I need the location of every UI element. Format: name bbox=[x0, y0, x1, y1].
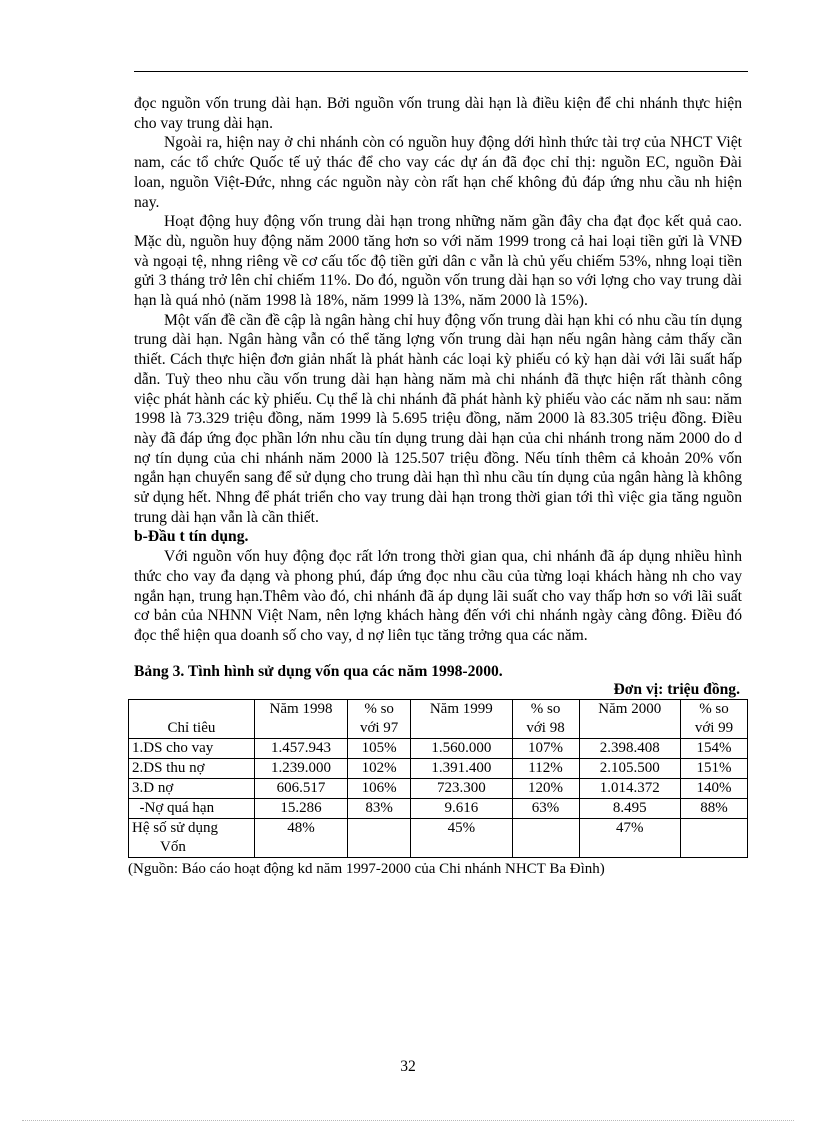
header-cell: % so với 98 bbox=[512, 699, 579, 738]
page-bottom-border bbox=[22, 1120, 794, 1121]
paragraph: Một vấn đề cần đề cập là ngân hàng chỉ huy động vốn trung dài hạn khi có nhu cầu tín dụng trung dài hạn. Ngân hàng vẫn có thể tăng lợng vốn trung dài hạn nếu ngân hàng cảm thấy cần thiết. Cách thực hiện đơn giản nhất là phát hành các loại kỳ phiếu có kỳ hạn dài với lãi suất hấp dẫn. Tuỳ theo nhu cầu vốn trung dài hạn hàng năm mà chi nhánh đã thực hiện rất thành công việc phát hành các kỳ phiếu. Cụ thể là chi nhánh đã phát hành kỳ phiếu vào các năm nh sau: năm 1998 là 73.329 triệu đồng, năm 1999 là 5.695 triệu đồng, năm 2000 là 83.305 triệu đồng. Điều này đã đáp ứng đọc phần lớn nhu cầu tín dụng trung dài hạn của chi nhánh trong năm 2000 do d nợ tín dụng của chi nhánh năm 2000 là 125.507 triệu đồng. Nếu tính thêm cả khoản 20% vốn ngắn hạn chuyển sang để sử dụng cho trung dài hạn thì nhu cầu tín dụng của ngân hàng là không sử dụng hết. Nhng để phát triển cho vay trung dài hạn trong thời gian tới thì việc gia tăng nguồn trung dài hạn vẫn là cần thiết. bbox=[134, 311, 742, 526]
header-rule bbox=[134, 71, 748, 72]
row-label: Hệ số sử dụng Vốn bbox=[129, 818, 255, 857]
table-cell: 112% bbox=[512, 758, 579, 778]
table-cell bbox=[512, 818, 579, 857]
section-heading: b-Đầu t tín dụng. bbox=[134, 528, 249, 546]
table-cell: 120% bbox=[512, 778, 579, 798]
header-cell: Năm 2000 bbox=[579, 699, 680, 738]
table-row bbox=[129, 798, 748, 818]
paragraph: Ngoài ra, hiện nay ở chi nhánh còn có nguồn huy động dới hình thức tài trợ của NHCT Việt nam, các tổ chức Quốc tế uỷ thác để cho vay các dự án đã đọc chỉ thị: nguồn EC, nguồn Đài loan, nguồn Việt-Đức, nhng các nguồn này còn rất hạn chế không đủ đáp ứng nhu cầu nh hiện nay. bbox=[134, 134, 742, 211]
paragraph: Hoạt động huy động vốn trung dài hạn trong những năm gần đây cha đạt đọc kết quả cao. Mặc dù, nguồn huy động năm 2000 tăng hơn so với năm 1999 trong cả hai loại tiền gửi là VNĐ và ngoại tệ, nhng riêng về cơ cấu tốc độ tiền gửi dân c vẫn là chủ yếu chiếm 53%, nhng loại tiền gửi 3 tháng trở lên chỉ chiếm 11%. Do đó, nguồn vốn trung dài hạn so với lợng cho vay trung dài hạn là quá nhỏ (năm 1998 là 18%, năm 1999 là 13%, năm 2000 là 15%). bbox=[134, 213, 742, 310]
row-label: -Nợ quá hạn bbox=[129, 798, 255, 818]
table-cell: 88% bbox=[680, 798, 747, 818]
table-row bbox=[129, 818, 748, 857]
table-row bbox=[129, 778, 748, 798]
page-number: 32 bbox=[400, 1058, 416, 1075]
table-unit: Đơn vị: triệu đồng. bbox=[613, 680, 740, 698]
table-cell: 1.560.000 bbox=[411, 738, 512, 758]
page-content bbox=[128, 94, 742, 879]
table-cell: 9.616 bbox=[411, 798, 512, 818]
table-cell: 1.239.000 bbox=[254, 758, 347, 778]
table-cell: 47% bbox=[579, 818, 680, 857]
table-cell bbox=[348, 818, 411, 857]
data-table bbox=[128, 699, 748, 858]
table-source-note: (Nguồn: Báo cáo hoạt động kd năm 1997-2000 của Chi nhánh NHCT Ba Đình) bbox=[128, 860, 605, 877]
table-cell: 2.105.500 bbox=[579, 758, 680, 778]
table-cell: 45% bbox=[411, 818, 512, 857]
row-label: 1.DS cho vay bbox=[129, 738, 255, 758]
table-row bbox=[129, 758, 748, 778]
header-cell: Chỉ tiêu bbox=[129, 699, 255, 738]
row-label: 3.D nợ bbox=[129, 778, 255, 798]
paragraph: đọc nguồn vốn trung dài hạn. Bởi nguồn vốn trung dài hạn là điều kiện để chi nhánh thực hiện cho vay trung dài hạn. bbox=[134, 95, 742, 132]
table-cell: 154% bbox=[680, 738, 747, 758]
header-cell: % so với 99 bbox=[680, 699, 747, 738]
table-cell: 63% bbox=[512, 798, 579, 818]
table-title: Bảng 3. Tình hình sử dụng vốn qua các năm 1998-2000. bbox=[134, 662, 503, 680]
header-cell: Năm 1998 bbox=[254, 699, 347, 738]
table-cell: 606.517 bbox=[254, 778, 347, 798]
table-cell: 48% bbox=[254, 818, 347, 857]
table-cell: 102% bbox=[348, 758, 411, 778]
row-label: 2.DS thu nợ bbox=[129, 758, 255, 778]
table-cell: 2.398.408 bbox=[579, 738, 680, 758]
table-cell: 83% bbox=[348, 798, 411, 818]
table-cell: 1.391.400 bbox=[411, 758, 512, 778]
table-cell bbox=[680, 818, 747, 857]
table-header-row bbox=[129, 699, 748, 738]
header-cell: % so với 97 bbox=[348, 699, 411, 738]
table-cell: 723.300 bbox=[411, 778, 512, 798]
table-cell: 106% bbox=[348, 778, 411, 798]
table-cell: 1.014.372 bbox=[579, 778, 680, 798]
paragraph: Với nguồn vốn huy động đọc rất lớn trong thời gian qua, chi nhánh đã áp dụng nhiều hình thức cho vay đa dạng và phong phú, đáp ứng đọc nhu cầu của từng loại khách hàng nh cho vay ngắn hạn, trung hạn.Thêm vào đó, chi nhánh đã áp dụng lãi suất cho vay thấp hơn so với lãi suất cơ bản của NHNN Việt Nam, nên lợng khách hàng đến với chi nhánh ngày càng đông. Điều đó đọc thể hiện qua doanh số cho vay, d nợ liên tục tăng trởng qua các năm. bbox=[134, 548, 742, 644]
table-row bbox=[129, 738, 748, 758]
table-cell: 107% bbox=[512, 738, 579, 758]
header-cell: Năm 1999 bbox=[411, 699, 512, 738]
table-cell: 1.457.943 bbox=[254, 738, 347, 758]
table-cell: 151% bbox=[680, 758, 747, 778]
table-cell: 8.495 bbox=[579, 798, 680, 818]
table-cell: 15.286 bbox=[254, 798, 347, 818]
table-cell: 105% bbox=[348, 738, 411, 758]
table-cell: 140% bbox=[680, 778, 747, 798]
